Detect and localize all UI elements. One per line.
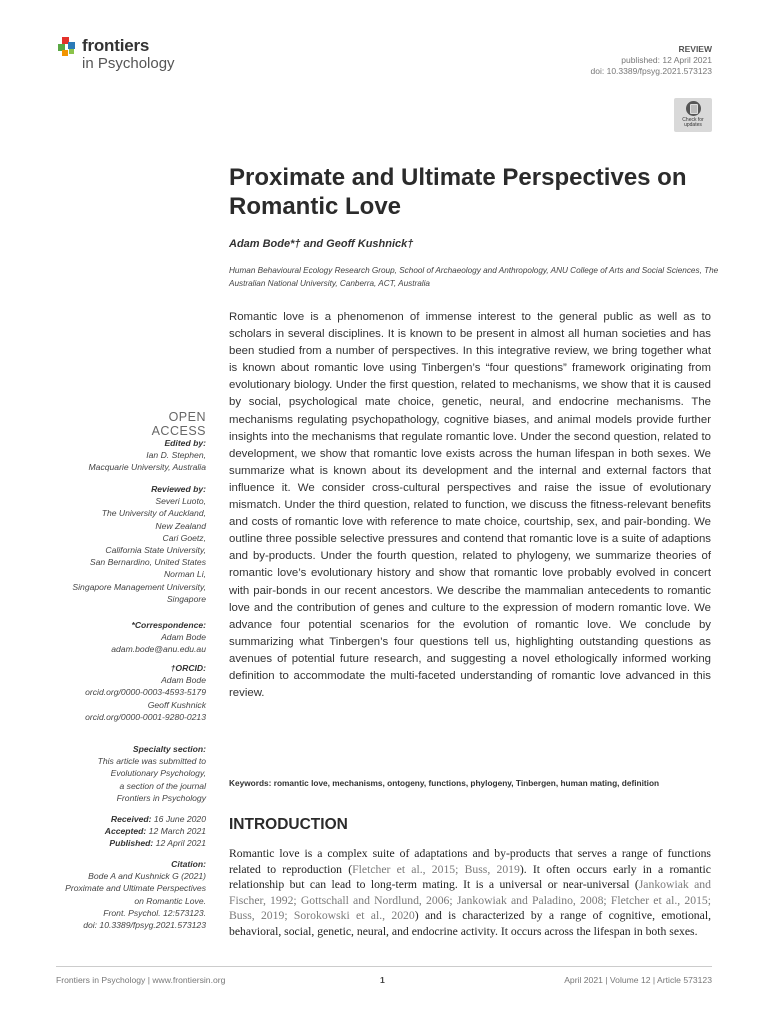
correspondence-email[interactable]: adam.bode@anu.edu.au [111,644,206,655]
reviewer-line: New Zealand [155,520,206,531]
correspondence-heading: *Correspondence: [131,620,206,630]
intro-text-2: ). It often occurs early in a romantic relationship but can lead to long-term mating. It is a universal or near-universal ( [229,862,711,892]
specialty-line: a section of the journal [119,780,206,791]
editor-line: Macquarie University, Australia [88,462,206,473]
accepted-date [36,825,206,837]
orcid [36,662,206,723]
published-date-side [36,837,206,849]
footer-journal-link[interactable]: Frontiers in Psychology | www.frontiersin.org [56,975,226,985]
specialty-line: This article was submitted to [97,756,206,767]
authors[interactable]: Adam Bode*† and Geoff Kushnick† [229,238,414,250]
citation-line: Bode A and Kushnick G (2021) [88,871,206,882]
citation-link[interactable]: Fletcher et al., 2015; Buss, 2019 [352,862,520,876]
orcid-heading: †ORCID: [170,663,206,673]
footer-issue-info: April 2021 | Volume 12 | Article 573123 [564,975,712,985]
published-date: published: 12 April 2021 [621,55,712,65]
published-label: Published: [109,838,154,849]
accepted-value: 12 March 2021 [148,826,206,837]
brand-name: frontiers [82,36,150,55]
orcid-line: Geoff Kushnick [147,699,206,710]
article-type: REVIEW [678,44,712,54]
reviewer-line: San Bernardino, United States [89,557,206,568]
frontiers-logo-icon [56,36,78,58]
bookmark-icon [686,101,701,116]
citation-line: Proximate and Ultimate Perspectives [65,883,206,894]
received-value: 16 June 2020 [153,814,206,824]
article-title: Proximate and Ultimate Perspectives on Romantic Love [229,164,687,220]
page-number: 1 [380,975,385,985]
reviewer-line[interactable]: Cari Goetz, [162,532,206,543]
specialty-section [36,743,206,804]
article-dates [36,813,206,850]
reviewer-line: Singapore Management University, [72,581,206,592]
received-label: Received: [110,814,152,824]
doi[interactable]: doi: 10.3389/fpsyg.2021.573123 [590,66,712,76]
reviewer-line[interactable]: Norman Li, [163,569,206,580]
journal-name: in Psychology [82,55,175,72]
orcid-line: Adam Bode [161,675,206,686]
affiliation: Human Behavioural Ecology Research Group, School of Archaeology and Anthropology, ANU College of Arts and Social Sciences, The Australian National University, Canberra, ACT, Australia [229,266,719,288]
open-access-label: OPEN ACCESS [151,410,206,438]
citation-heading: Citation: [171,859,206,869]
specialty-line: Frontiers in Psychology [116,792,206,803]
intro-text-3: ) and is characterized by a range of cognitive, emotional, behavioral, social, genetic, neural, and endocrine activity. It occurs across the lifespan in both sexes. [229,909,711,938]
journal-logo[interactable] [56,34,206,84]
citation-line: on Romantic Love. [134,895,206,906]
edited-by [36,437,206,474]
citation-link[interactable]: Jankowiak and Fischer, 1992; Gottschall and Nordlund, 2006; Jankowiak and Paladino, 2008; Fletcher et al., 2015; Buss, 2019; Sorokowski et al., 2020 [229,878,711,923]
citation [36,858,206,931]
citation-doi[interactable]: doi: 10.3389/fpsyg.2021.573123 [83,920,206,931]
received-date [36,813,206,825]
edited-by-heading: Edited by: [164,438,206,448]
reviewer-line: The University of Auckland, [101,508,206,519]
check-for-updates-label: Check for updates [682,117,704,128]
editor-line[interactable]: Ian D. Stephen, [146,450,206,461]
orcid-link[interactable]: orcid.org/0000-0001-9280-0213 [85,711,206,722]
specialty-line: Evolutionary Psychology, [110,768,206,779]
correspondence-line: Adam Bode [161,632,206,643]
abstract: Romantic love is a phenomenon of immense interest to the general public as well as to scholars in several disciplines. It is known to be present in almost all human societies and has been studied from a number of perspectives. In this integrative review, we bring together what is known about romantic love using Tinbergen’s “four questions” framework originating from evolutionary biology. Under the first question, related to mechanisms, we show that it is caused by social, psychological mate choice, genetic, neural, and endocrine mechanisms. The mechanisms regulating psychopathology, cognitive biases, and animal models provide further insights into the mechanisms that regulate romantic love. Under the second question, related to development, we show that romantic love exists across the human lifespan in both sexes. We summarize what is known about its development and the internal and external factors that influence it. We consider cross-cultural perspectives and raise the issue of evolutionary mismatch. Under the third question, related to function, we discuss the fitness-relevant benefits and costs of romantic love with reference to mate choice, courtship, sex, and pair-bonding. We outline three possible selective pressures and contend that romantic love is a suite of adaptions and by-products. Under the fourth question, related to phylogeny, we summarize theories of romantic love’s evolutionary history and show that romantic love probably evolved in concert with pair-bonds in our recent ancestors. We describe the mammalian antecedents to romantic love and the contribution of genes and culture to the expression of modern romantic love. We advance four potential scenarios for the evolution of romantic love. We conclude by summarizing what Tinbergen’s four questions tell us, highlighting outstanding questions as avenues of potential future research, and suggesting a novel ethologically informed working definition to accommodate the multi-faceted understanding of romantic love advanced in this review. [229,311,711,700]
section-heading: INTRODUCTION [229,816,348,833]
intro-text-1: Romantic love is a complex suite of adaptations and by-products that serves a range of functions related to reproduction ( [229,847,711,876]
reviewer-line[interactable]: Severi Luoto, [155,496,206,507]
reviewed-by [36,483,206,605]
orcid-link[interactable]: orcid.org/0000-0003-4593-5179 [85,687,206,698]
reviewer-line: California State University, [105,545,206,556]
reviewer-line: Singapore [166,593,206,604]
correspondence [36,619,206,656]
intro-paragraph [229,846,711,940]
accepted-label: Accepted: [104,826,147,837]
check-for-updates-badge[interactable] [674,98,712,132]
footer-divider [56,966,712,967]
specialty-heading: Specialty section: [132,744,206,754]
keywords: Keywords: romantic love, mechanisms, ontogeny, functions, phylogeny, Tinbergen, human mating, definition [229,778,660,788]
published-value: 12 April 2021 [155,838,206,849]
reviewed-by-heading: Reviewed by: [151,484,206,494]
article-meta [591,44,712,77]
citation-line: Front. Psychol. 12:573123. [103,907,206,918]
